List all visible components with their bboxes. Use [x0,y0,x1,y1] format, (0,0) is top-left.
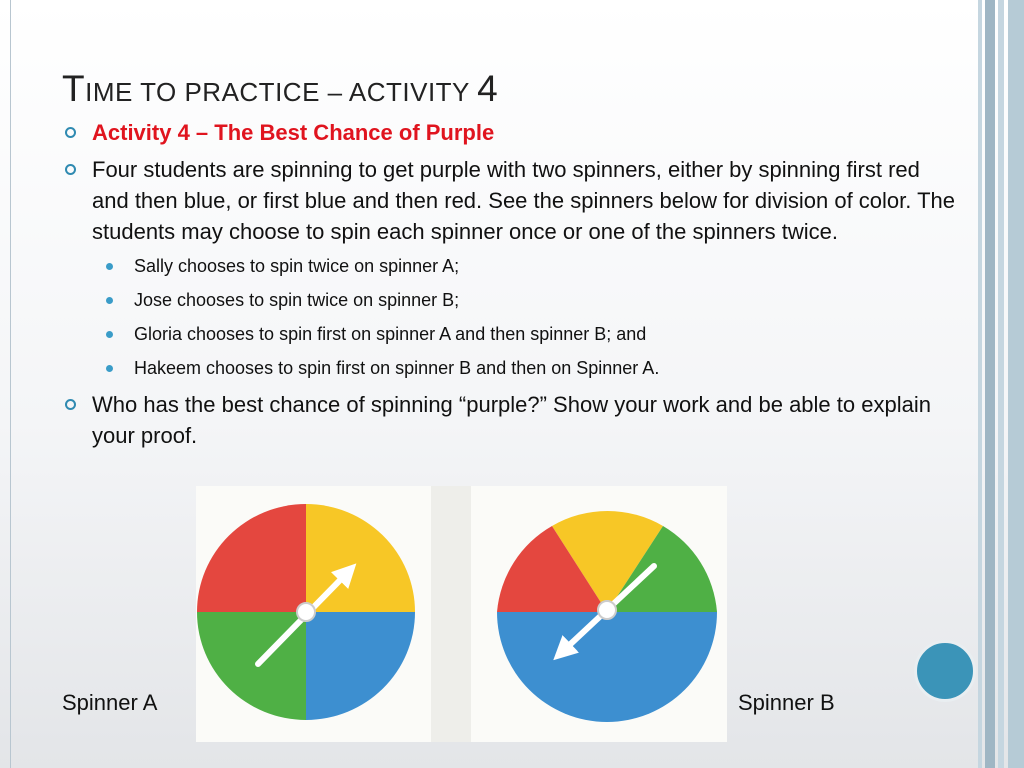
bullet-dot-icon [106,297,113,304]
question-text: Who has the best chance of spinning “purple?” Show your work and be able to explain your proof. [92,392,931,448]
student-choices-list [62,253,962,381]
bullet-dot-icon [106,365,113,372]
spinner-b-blue-sector [497,612,717,722]
bullet-ring-icon [65,127,76,138]
decorative-circle [914,640,976,702]
slide-title: TIME TO PRACTICE – ACTIVITY 4 [62,68,499,109]
right-decorative-stripe [978,0,982,768]
right-decorative-stripe [1008,0,1024,768]
right-decorative-stripe [998,0,1004,768]
spinner-a-blue-sector [306,612,415,720]
spinner-b [497,511,717,722]
spinner-b-hub [598,601,616,619]
spinner-a [197,504,415,720]
spinners-illustration [196,486,727,742]
list-item [62,287,962,313]
list-item [62,321,962,347]
list-item [62,253,962,279]
spinners-image [196,486,727,742]
bullet-dot-icon [106,331,113,338]
list-item [62,355,962,381]
spinner-b-label: Spinner B [738,690,835,715]
activity-heading: Activity 4 – The Best Chance of Purple [92,120,495,145]
problem-description: Four students are spinning to get purple with two spinners, either by spinning first red and then blue, or first blue and then red. See the spinners below for division of color. The students may choose to spin each spinner once or one of the spinners twice. [92,157,956,244]
bullet-ring-icon [65,164,76,175]
list-item-text: Jose chooses to spin twice on spinner B; [134,290,460,310]
list-item-text: Gloria chooses to spin first on spinner A and then spinner B; and [134,324,647,344]
bullet-ring-icon [65,399,76,410]
bullet-item [62,117,962,148]
slide-body [62,117,962,457]
spinner-a-red-sector [197,504,306,612]
right-decorative-stripe [985,0,995,768]
bullet-dot-icon [106,263,113,270]
bullet-item [62,389,962,451]
left-border-line [10,0,11,768]
image-divider [431,486,471,742]
bullet-item [62,154,962,247]
list-item-text: Hakeem chooses to spin first on spinner B and then on Spinner A. [134,358,660,378]
spinner-a-label: Spinner A [62,690,158,715]
list-item-text: Sally chooses to spin twice on spinner A; [134,256,460,276]
spinner-a-hub [297,603,315,621]
